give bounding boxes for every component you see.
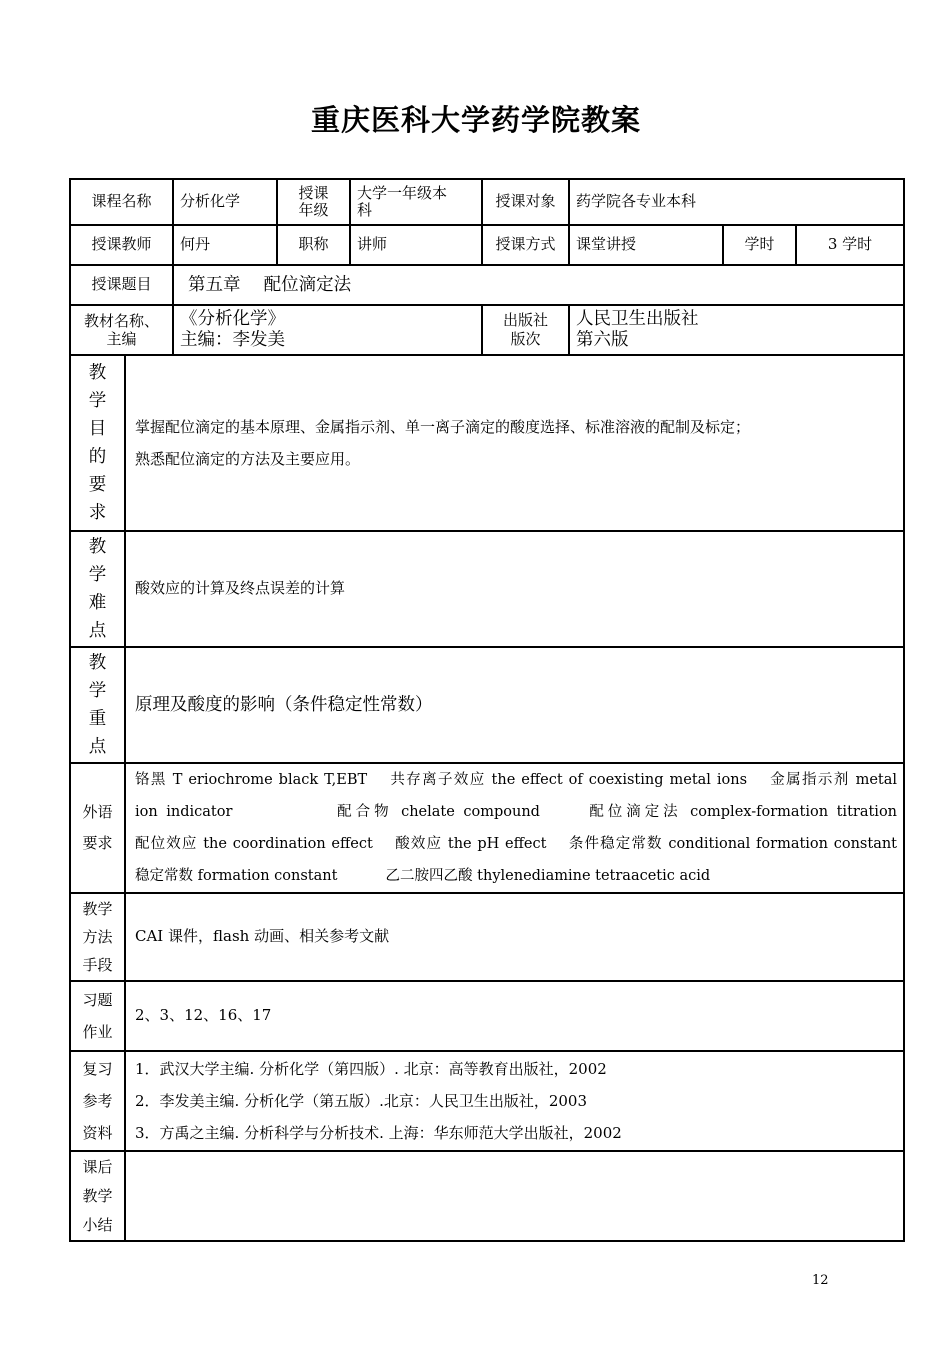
course-name: 分析化学	[173, 179, 277, 225]
key-points-label: 教 学 重 点	[70, 647, 125, 763]
language-label: 外语 要求	[70, 763, 125, 893]
summary-label: 课后 教学 小结	[70, 1151, 125, 1241]
rank-value: 讲师	[350, 225, 482, 265]
row-topic	[70, 265, 904, 305]
method-value: 课堂讲授	[569, 225, 723, 265]
grade-label: 授课 年级	[277, 179, 350, 225]
page-number: 12	[812, 1273, 829, 1288]
row-course	[70, 179, 904, 225]
row-tools	[70, 893, 904, 981]
hours-value: 3 学时	[796, 225, 904, 265]
grade-value: 大学一年级本 科	[350, 179, 482, 225]
audience-value: 药学院各专业本科	[569, 179, 904, 225]
key-points-text: 原理及酸度的影响（条件稳定性常数）	[125, 647, 904, 763]
row-references	[70, 1051, 904, 1151]
tools-label: 教学 方法 手段	[70, 893, 125, 981]
hours-label: 学时	[723, 225, 796, 265]
method-label: 授课方式	[482, 225, 569, 265]
tools-text: CAI 课件，flash 动画、相关参考文献	[125, 893, 904, 981]
homework-text: 2、3、12、16、17	[125, 981, 904, 1051]
teacher-name: 何丹	[173, 225, 277, 265]
audience-label: 授课对象	[482, 179, 569, 225]
row-key-points	[70, 647, 904, 763]
rank-label: 职称	[277, 225, 350, 265]
objectives-label: 教 学 目 的 要 求	[70, 355, 125, 531]
topic-value: 第五章 配位滴定法	[173, 265, 904, 305]
teacher-label: 授课教师	[70, 225, 173, 265]
row-summary	[70, 1151, 904, 1241]
publisher-value: 人民卫生出版社 第六版	[569, 305, 904, 355]
row-language	[70, 763, 904, 893]
references-text: 1．武汉大学主编. 分析化学（第四版）. 北京：高等教育出版社，2002 2．李发美主编. 分析化学（第五版）.北京：人民卫生出版社，2003 3．方禹之主编. 分析科学与分析技术. 上海：华东师范大学出版社，2002	[125, 1051, 904, 1151]
objectives-text: 掌握配位滴定的基本原理、金属指示剂、单一离子滴定的酸度选择、标准溶液的配制及标定； 熟悉配位滴定的方法及主要应用。	[125, 355, 904, 531]
topic-label: 授课题目	[70, 265, 173, 305]
difficulty-text: 酸效应的计算及终点误差的计算	[125, 531, 904, 647]
row-objectives	[70, 355, 904, 531]
course-name-label: 课程名称	[70, 179, 173, 225]
publisher-label: 出版社 版次	[482, 305, 569, 355]
summary-text	[125, 1151, 904, 1241]
language-text: 铬黑 T eriochrome black T,EBT 共存离子效应 the effect of coexisting metal ions 金属指示剂 metal ion indicator 配合物 chelate compound 配位滴定法 complex-formation titration 配位效应 the coordination effect 酸效应 the pH effect 条件稳定常数 conditional formation constant 稳定常数 formation constant 乙二胺四乙酸 thylenediamine tetraacetic acid	[125, 763, 904, 893]
page-title: 重庆医科大学药学院教案	[310, 103, 641, 137]
row-homework	[70, 981, 904, 1051]
lesson-plan-table	[69, 178, 905, 1242]
textbook-value: 《分析化学》 主编：李发美	[173, 305, 482, 355]
row-teacher	[70, 225, 904, 265]
textbook-label: 教材名称、 主编	[70, 305, 173, 355]
references-label: 复习 参考 资料	[70, 1051, 125, 1151]
homework-label: 习题 作业	[70, 981, 125, 1051]
row-textbook	[70, 305, 904, 355]
row-difficulty	[70, 531, 904, 647]
difficulty-label: 教 学 难 点	[70, 531, 125, 647]
